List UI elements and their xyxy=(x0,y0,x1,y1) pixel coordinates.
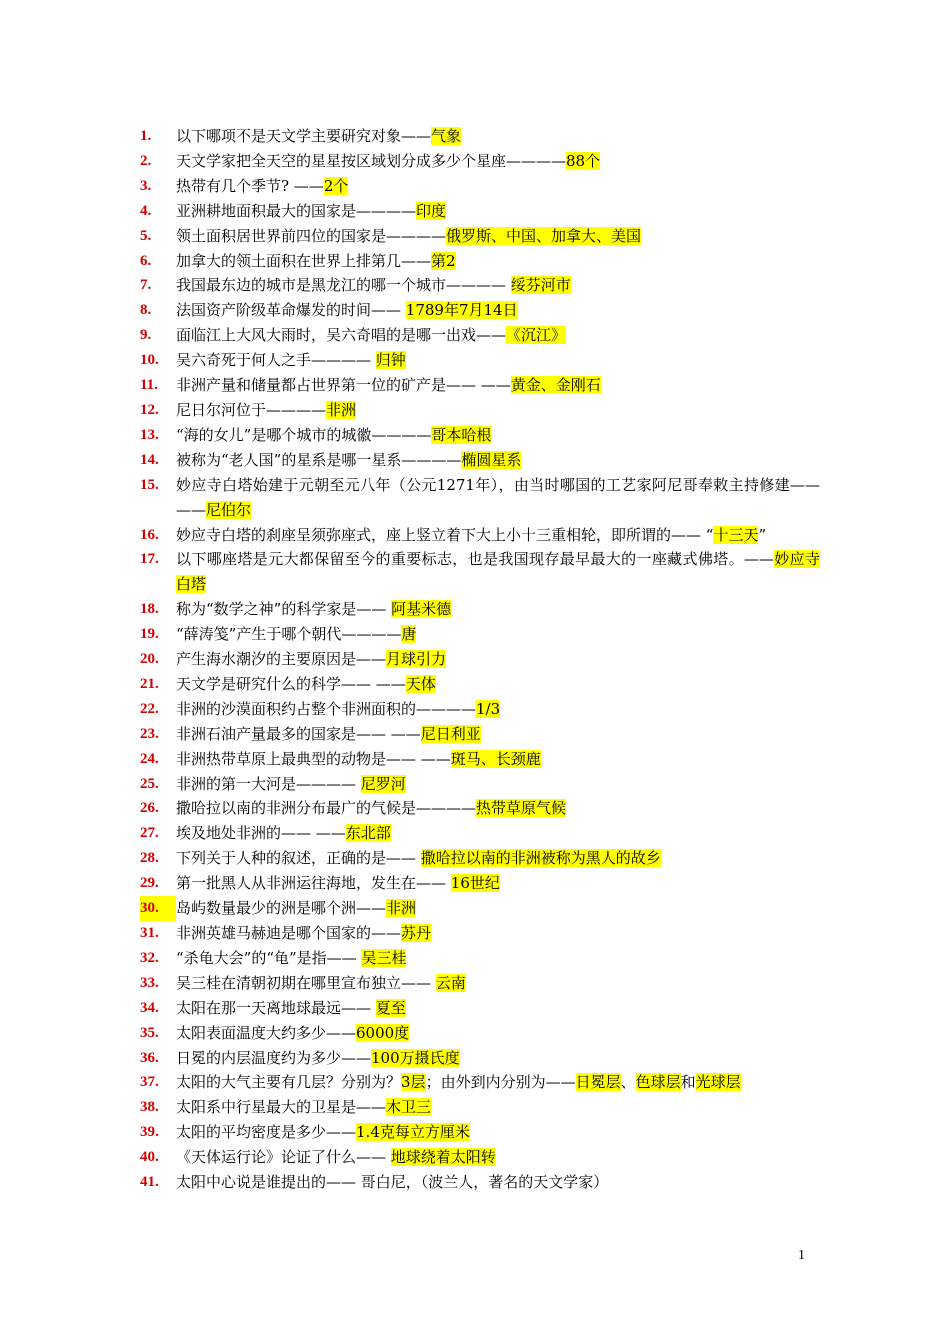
highlighted-answer: 哥本哈根 xyxy=(431,425,492,444)
question-text: 非洲热带草原上最典型的动物是—— —— xyxy=(176,749,451,768)
qa-item xyxy=(140,1021,820,1046)
item-text xyxy=(176,647,820,672)
qa-item xyxy=(140,921,820,946)
highlighted-answer: 印度 xyxy=(416,201,447,220)
item-number: 1. xyxy=(140,128,152,144)
highlighted-answer: 气象 xyxy=(431,127,462,145)
item-text xyxy=(176,846,820,871)
qa-item xyxy=(140,448,820,473)
item-text xyxy=(176,249,820,274)
item-number: 26. xyxy=(140,800,159,817)
item-text xyxy=(176,149,820,174)
item-text xyxy=(176,672,820,697)
qa-item xyxy=(140,647,820,672)
question-text: “薛涛笺”产生于哪个朝代———— xyxy=(176,625,402,644)
highlighted-answer: 吴三桂 xyxy=(361,948,407,967)
qa-item xyxy=(140,323,820,348)
item-number: 2. xyxy=(140,152,152,169)
item-text xyxy=(176,697,820,722)
item-text xyxy=(176,871,820,896)
item-number: 3. xyxy=(140,177,152,194)
question-text: 太阳表面温度大约多少—— xyxy=(176,1023,357,1042)
question-text: 太阳在那一天离地球最远—— xyxy=(176,998,376,1017)
highlighted-answer: 1789年7月14日 xyxy=(405,301,518,320)
item-number: 14. xyxy=(140,451,159,468)
page-number: 1 xyxy=(798,1248,805,1263)
qa-item xyxy=(140,597,820,622)
question-text: 埃及地处非洲的—— —— xyxy=(176,824,346,843)
highlighted-answer: 十三天 xyxy=(713,525,759,544)
item-number: 19. xyxy=(140,626,159,643)
item-number: 36. xyxy=(140,1049,159,1066)
item-number: 38. xyxy=(140,1099,159,1116)
qa-item xyxy=(140,348,820,373)
item-text xyxy=(176,896,820,921)
question-text: 我国最东边的城市是黑龙江的哪一个城市———— xyxy=(176,276,511,295)
item-number: 32. xyxy=(140,949,159,966)
qa-item xyxy=(140,298,820,323)
question-text: 尼日尔河位于———— xyxy=(176,400,327,419)
highlighted-answer: 尼罗河 xyxy=(360,774,406,793)
qa-item xyxy=(140,224,820,249)
item-number: 18. xyxy=(140,601,159,618)
qa-item xyxy=(140,174,820,199)
qa-item xyxy=(140,398,820,423)
question-text: 法国资产阶级革命爆发的时间—— xyxy=(176,301,406,320)
question-text: 太阳的平均密度是多少—— xyxy=(176,1123,357,1142)
item-text xyxy=(176,821,820,846)
question-text: 亚洲耕地面积最大的国家是———— xyxy=(176,201,417,220)
item-text xyxy=(176,597,820,622)
question-text: 加拿大的领土面积在世界上排第几—— xyxy=(176,251,432,270)
question-text: 以下哪座塔是元大都保留至今的重要标志，也是我国现存最早最大的一座藏式佛塔。—— xyxy=(176,550,774,569)
qa-item xyxy=(140,373,820,398)
item-text xyxy=(176,1095,820,1120)
question-text: 以下哪项不是天文学主要研究对象—— xyxy=(176,127,432,145)
item-number: 10. xyxy=(140,352,159,369)
item-text xyxy=(176,224,820,249)
highlighted-answer: 夏至 xyxy=(375,998,406,1017)
highlighted-answer: 16世纪 xyxy=(450,874,500,893)
qa-item xyxy=(140,1095,820,1120)
question-text: 太阳中心说是谁提出的—— 哥白尼，（波兰人，著名的天文学家） xyxy=(176,1173,609,1192)
item-number: 21. xyxy=(140,675,159,692)
qa-item xyxy=(140,1070,820,1095)
qa-item xyxy=(140,1046,820,1071)
highlighted-answer: 东北部 xyxy=(345,824,391,843)
item-text xyxy=(176,996,820,1021)
highlighted-answer: 苏丹 xyxy=(401,924,432,942)
item-text xyxy=(176,772,820,797)
item-text xyxy=(176,1170,820,1195)
item-number: 39. xyxy=(140,1124,159,1141)
question-text: 妙应寺白塔的刹座呈须弥座式，座上竖立着下大上小十三重相轮，即所谓的—— “ xyxy=(176,525,714,544)
item-text xyxy=(176,423,820,448)
item-text xyxy=(176,124,820,149)
highlighted-answer: 妙应寺白塔 xyxy=(176,550,820,594)
highlighted-answer: 第2 xyxy=(431,251,456,270)
highlighted-answer: 斑马、长颈鹿 xyxy=(450,749,541,768)
question-text: “海的女儿”是哪个城市的城徽———— xyxy=(176,425,432,444)
qa-item xyxy=(140,1170,820,1195)
qa-list xyxy=(140,124,820,1195)
item-number: 15. xyxy=(140,476,159,493)
question-text: 和 xyxy=(680,1073,696,1092)
item-number: 35. xyxy=(140,1024,159,1041)
item-text xyxy=(176,921,820,946)
question-text: 吴三桂在清朝初期在哪里宣布独立—— xyxy=(176,973,436,992)
qa-item xyxy=(140,423,820,448)
item-number: 28. xyxy=(140,850,159,867)
qa-item xyxy=(140,672,820,697)
highlighted-answer: 非洲 xyxy=(326,400,357,419)
item-number: 40. xyxy=(140,1149,159,1166)
item-number: 25. xyxy=(140,775,159,792)
highlighted-answer: 椭圆星系 xyxy=(461,450,522,469)
qa-item xyxy=(140,747,820,772)
question-text: 热带有几个季节? —— xyxy=(176,176,324,195)
highlighted-answer: 3层 xyxy=(401,1073,426,1092)
item-text xyxy=(176,1145,820,1170)
qa-item xyxy=(140,124,820,149)
item-text xyxy=(176,199,820,224)
item-text xyxy=(176,747,820,772)
item-text xyxy=(176,273,820,298)
qa-item xyxy=(140,772,820,797)
item-text xyxy=(176,473,820,523)
qa-item xyxy=(140,697,820,722)
question-text: 太阳的大气主要有几层？分别为？ xyxy=(176,1073,402,1092)
item-text xyxy=(176,448,820,473)
qa-item xyxy=(140,821,820,846)
highlighted-answer: 100万摄氏度 xyxy=(371,1048,460,1067)
item-text xyxy=(176,298,820,323)
highlighted-answer: 2个 xyxy=(323,176,349,195)
qa-item xyxy=(140,249,820,274)
question-text: 非洲英雄马赫迪是哪个国家的—— xyxy=(176,924,402,942)
item-text xyxy=(176,1120,820,1145)
question-text: 妙应寺白塔始建于元朝至元八年（公元1271年），由当时哪国的工艺家阿尼哥奉敕主持修建—— —— xyxy=(176,475,820,519)
qa-item xyxy=(140,199,820,224)
item-number: 30. xyxy=(140,896,176,921)
item-number: 7. xyxy=(140,277,152,294)
highlighted-answer: 尼日利亚 xyxy=(420,724,481,743)
highlighted-answer: 地球绕着太阳转 xyxy=(390,1148,496,1167)
question-text: 称为“数学之神”的科学家是—— xyxy=(176,600,392,619)
highlighted-answer: 6000度 xyxy=(356,1023,410,1042)
question-text: 天文学是研究什么的科学—— —— xyxy=(176,674,406,693)
qa-item xyxy=(140,796,820,821)
item-number: 17. xyxy=(140,551,159,568)
item-text xyxy=(176,348,820,373)
question-text: 面临江上大风大雨时，吴六奇唱的是哪一出戏—— xyxy=(176,326,507,345)
qa-item xyxy=(140,871,820,896)
question-text: 太阳系中行星最大的卫星是—— xyxy=(176,1098,387,1117)
qa-item xyxy=(140,523,820,548)
highlighted-answer: 1/3 xyxy=(476,699,501,718)
question-text: 领土面积居世界前四位的国家是———— xyxy=(176,226,447,245)
question-text: 被称为“老人国”的星系是哪一星系———— xyxy=(176,450,462,469)
item-number: 31. xyxy=(140,925,159,941)
item-number: 24. xyxy=(140,750,159,767)
item-text xyxy=(176,1046,820,1071)
item-number: 34. xyxy=(140,999,159,1016)
item-number: 6. xyxy=(140,252,152,269)
highlighted-answer: 阿基米德 xyxy=(391,600,452,619)
question-text: 岛屿数量最少的洲是哪个洲—— xyxy=(176,899,387,918)
item-number: 23. xyxy=(140,725,159,742)
item-text xyxy=(176,174,820,199)
question-text: 日冕的内层温度约为多少—— xyxy=(176,1048,372,1067)
highlighted-answer: 日冕层 xyxy=(575,1073,621,1092)
highlighted-answer: 《沉江》 xyxy=(506,326,567,345)
qa-item xyxy=(140,1120,820,1145)
question-text: 天文学家把全天空的星星按区域划分成多少个星座———— xyxy=(176,151,567,170)
highlighted-answer: 木卫三 xyxy=(386,1098,432,1117)
qa-item xyxy=(140,971,820,996)
question-text: 非洲产量和储量都占世界第一位的矿产是—— —— xyxy=(176,376,511,395)
highlighted-answer: 1.4克每立方厘米 xyxy=(356,1123,470,1142)
qa-item xyxy=(140,273,820,298)
question-text: 产生海水潮汐的主要原因是—— xyxy=(176,650,387,669)
question-text: 吴六奇死于何人之手———— xyxy=(176,351,376,370)
qa-item xyxy=(140,547,820,597)
item-text xyxy=(176,373,820,398)
item-text xyxy=(176,722,820,747)
qa-item xyxy=(140,846,820,871)
highlighted-answer: 色球层 xyxy=(635,1073,681,1092)
item-number: 22. xyxy=(140,700,159,717)
item-number: 20. xyxy=(140,651,159,668)
question-text: 非洲的沙漠面积约占整个非洲面积的———— xyxy=(176,699,477,718)
item-text xyxy=(176,622,820,647)
item-text xyxy=(176,398,820,423)
item-text xyxy=(176,547,820,597)
question-text: ” xyxy=(758,525,767,544)
qa-item xyxy=(140,1145,820,1170)
question-text: “杀龟大会”的“龟”是指—— xyxy=(176,948,362,967)
highlighted-answer: 光球层 xyxy=(695,1073,741,1092)
item-number: 8. xyxy=(140,302,152,319)
item-number: 37. xyxy=(140,1074,159,1091)
highlighted-answer: 绥芬河市 xyxy=(510,276,571,295)
highlighted-answer: 归钟 xyxy=(375,351,406,370)
item-number: 4. xyxy=(140,202,152,219)
item-text xyxy=(176,1021,820,1046)
qa-item xyxy=(140,722,820,747)
item-number: 12. xyxy=(140,401,159,418)
item-number: 11. xyxy=(140,377,158,394)
highlighted-answer: 88个 xyxy=(566,151,601,170)
item-number: 33. xyxy=(140,974,159,991)
item-number: 41. xyxy=(140,1174,159,1191)
item-text xyxy=(176,971,820,996)
qa-item xyxy=(140,473,820,523)
item-text xyxy=(176,796,820,821)
question-text: 、 xyxy=(620,1073,636,1092)
item-text xyxy=(176,523,820,548)
highlighted-answer: 撒哈拉以南的非洲被称为黑人的故乡 xyxy=(420,849,661,868)
item-number: 9. xyxy=(140,327,152,344)
question-text: 下列关于人种的叙述，正确的是—— xyxy=(176,849,421,868)
highlighted-answer: 天体 xyxy=(405,674,436,693)
highlighted-answer: 非洲 xyxy=(386,899,417,918)
question-text: 非洲的第一大河是———— xyxy=(176,774,361,793)
qa-item xyxy=(140,622,820,647)
qa-item xyxy=(140,946,820,971)
qa-item xyxy=(140,149,820,174)
highlighted-answer: 俄罗斯、中国、加拿大、美国 xyxy=(446,226,642,245)
question-text: ；由外到内分别为—— xyxy=(425,1073,576,1092)
item-number: 13. xyxy=(140,426,159,443)
item-number: 29. xyxy=(140,875,159,892)
item-number: 16. xyxy=(140,526,159,543)
qa-item xyxy=(140,996,820,1021)
item-text xyxy=(176,1070,820,1095)
highlighted-answer: 黄金、金刚石 xyxy=(510,376,601,395)
highlighted-answer: 月球引力 xyxy=(386,650,447,669)
item-text xyxy=(176,946,820,971)
highlighted-answer: 云南 xyxy=(435,973,466,992)
item-text xyxy=(176,323,820,348)
question-text: 《天体运行论》论证了什么—— xyxy=(176,1148,391,1167)
item-number: 5. xyxy=(140,227,152,244)
highlighted-answer: 尼伯尔 xyxy=(206,500,252,519)
question-text: 非洲石油产量最多的国家是—— —— xyxy=(176,724,421,743)
question-text: 撒哈拉以南的非洲分布最广的气候是———— xyxy=(176,799,477,818)
question-text: 第一批黑人从非洲运往海地，发生在—— xyxy=(176,874,451,893)
item-number: 27. xyxy=(140,825,159,842)
qa-item xyxy=(140,896,820,921)
highlighted-answer: 热带草原气候 xyxy=(476,799,567,818)
highlighted-answer: 唐 xyxy=(401,625,417,644)
